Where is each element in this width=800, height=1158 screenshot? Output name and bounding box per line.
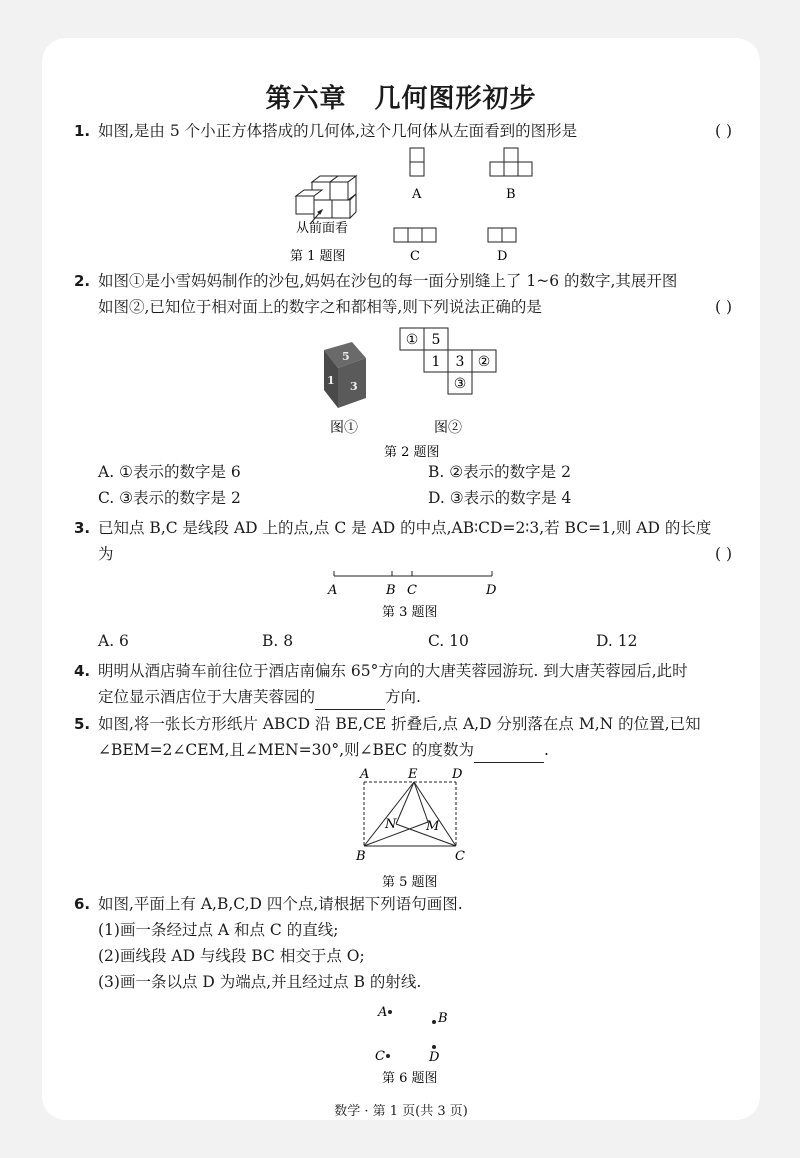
point-a-label: A [328, 583, 338, 598]
point-d-label: D [486, 583, 497, 598]
question-number: 2. [74, 272, 91, 290]
q2-option-a[interactable]: A. ①表示的数字是 6 [98, 463, 241, 481]
point-d [432, 1045, 436, 1049]
question-text-line2-end: . [543, 741, 549, 759]
q3-option-a[interactable]: A. 6 [98, 632, 129, 650]
q2-figure [42, 318, 760, 458]
label-n: N [385, 817, 397, 832]
net-cell-3: 3 [455, 354, 465, 370]
q1-caption: 第 1 题图 [290, 249, 346, 264]
q2-option-c[interactable]: C. ③表示的数字是 2 [98, 489, 241, 507]
question-number: 5. [74, 715, 91, 733]
chapter-title: 几何图形初步 [374, 84, 537, 114]
question-text-line2: 如图②,已知位于相对面上的数字之和都相等,则下列说法正确的是 [98, 298, 542, 316]
question-text-line1: 如图①是小雪妈妈制作的沙包,妈妈在沙包的每一面分别缝上了 1~6 的数字,其展开图 [98, 272, 678, 290]
cube-number-top: 5 [342, 350, 350, 363]
label-b: B [356, 849, 366, 864]
question-5 [76, 711, 732, 763]
question-number: 3. [74, 519, 91, 537]
q5-caption: 第 5 题图 [382, 875, 438, 890]
question-text-line1: 如图,将一张长方形纸片 ABCD 沿 BE,CE 折叠后,点 A,D 分别落在点 M,N 的位置,已知 [98, 715, 701, 733]
option-b-figure [490, 148, 532, 176]
option-c-figure [394, 228, 436, 242]
chapter-number: 第六章 [265, 84, 347, 114]
question-text-line2: 为 [98, 545, 114, 563]
label-e: E [408, 767, 418, 782]
q3-figure [42, 566, 760, 622]
label-m: M [426, 819, 440, 834]
view-label: 从前面看 [296, 221, 349, 236]
q3-option-d[interactable]: D. 12 [596, 632, 638, 650]
question-3 [76, 515, 732, 567]
answer-paren: ( ) [714, 122, 732, 140]
option-b-label: B [506, 187, 516, 202]
option-c-label: C [410, 249, 420, 264]
q2-option-b[interactable]: B. ②表示的数字是 2 [428, 463, 571, 481]
fig1-label: 图① [330, 420, 358, 436]
question-text-line1: 已知点 B,C 是线段 AD 上的点,点 C 是 AD 的中点,AB∶CD=2∶3,若 BC=1,则 AD 的长度 [98, 519, 712, 537]
question-text-line1: 明明从酒店骑车前往位于酒店南偏东 65°方向的大唐芙蓉园游玩. 到大唐芙蓉园后,此时 [98, 662, 688, 680]
point-b-label: B [438, 1011, 448, 1026]
sandbag-cube [324, 342, 366, 408]
solid-figure [296, 176, 356, 224]
option-a-figure [410, 148, 424, 176]
point-a-label: A [378, 1005, 388, 1020]
net-cell-5: 5 [431, 332, 441, 348]
answer-blank[interactable] [474, 746, 544, 763]
label-c: C [455, 849, 465, 864]
point-d-label: D [429, 1050, 440, 1065]
option-a-label: A [412, 187, 422, 202]
option-d-figure [488, 228, 516, 242]
answer-paren: ( ) [714, 298, 732, 316]
point-a [388, 1010, 392, 1014]
fig2-label: 图② [434, 420, 462, 436]
question-text-line2: 定位显示酒店位于大唐芙蓉园的 [98, 688, 316, 706]
point-c [386, 1054, 390, 1058]
step-2: (2)画线段 AD 与线段 BC 相交于点 O; [98, 947, 365, 965]
q3-option-c[interactable]: C. 10 [428, 632, 469, 650]
point-c-label: C [375, 1049, 385, 1064]
page-footer: 数学 · 第 1 页(共 3 页) [334, 1104, 468, 1119]
q3-option-b[interactable]: B. 8 [262, 632, 294, 650]
net-cell-3b: ③ [453, 376, 467, 392]
question-number: 6. [74, 895, 91, 913]
question-text-line2-end: 方向. [385, 688, 421, 706]
step-3: (3)画一条以点 D 为端点,并且经过点 B 的射线. [98, 973, 422, 991]
question-text-line1: 如图,平面上有 A,B,C,D 四个点,请根据下列语句画图. [98, 895, 463, 913]
point-b [432, 1020, 436, 1024]
q3-caption: 第 3 题图 [382, 605, 438, 620]
net-cell-1: ① [405, 332, 419, 348]
net-cell-2: ② [477, 354, 491, 370]
q2-option-d[interactable]: D. ③表示的数字是 4 [428, 489, 572, 507]
fold-ce [414, 782, 456, 846]
q6-caption: 第 6 题图 [382, 1071, 438, 1086]
q1-figure [42, 38, 760, 278]
q2-caption: 第 2 题图 [384, 445, 440, 458]
question-text: 如图,是由 5 个小正方体搭成的几何体,这个几何体从左面看到的图形是 [98, 122, 578, 140]
point-c-label: C [407, 583, 417, 598]
net-cell-1b: 1 [431, 354, 441, 370]
step-1: (1)画一条经过点 A 和点 C 的直线; [98, 921, 339, 939]
answer-blank[interactable] [315, 693, 385, 710]
worksheet-page [42, 38, 760, 1120]
question-number: 1. [74, 122, 91, 140]
question-number: 4. [74, 662, 91, 680]
question-6 [76, 891, 732, 995]
q5-figure [42, 766, 760, 898]
question-2 [76, 268, 732, 320]
cube-number-right: 3 [350, 380, 358, 393]
cube-number-left: 1 [327, 374, 335, 387]
answer-paren: ( ) [714, 545, 732, 563]
point-b-label: B [386, 583, 396, 598]
q6-figure [42, 998, 760, 1088]
label-d: D [452, 767, 463, 782]
label-a: A [360, 767, 370, 782]
question-text-line2: ∠BEM=2∠CEM,且∠MEN=30°,则∠BEC 的度数为 [98, 741, 474, 759]
option-d-label: D [497, 249, 508, 264]
question-4 [76, 658, 732, 710]
